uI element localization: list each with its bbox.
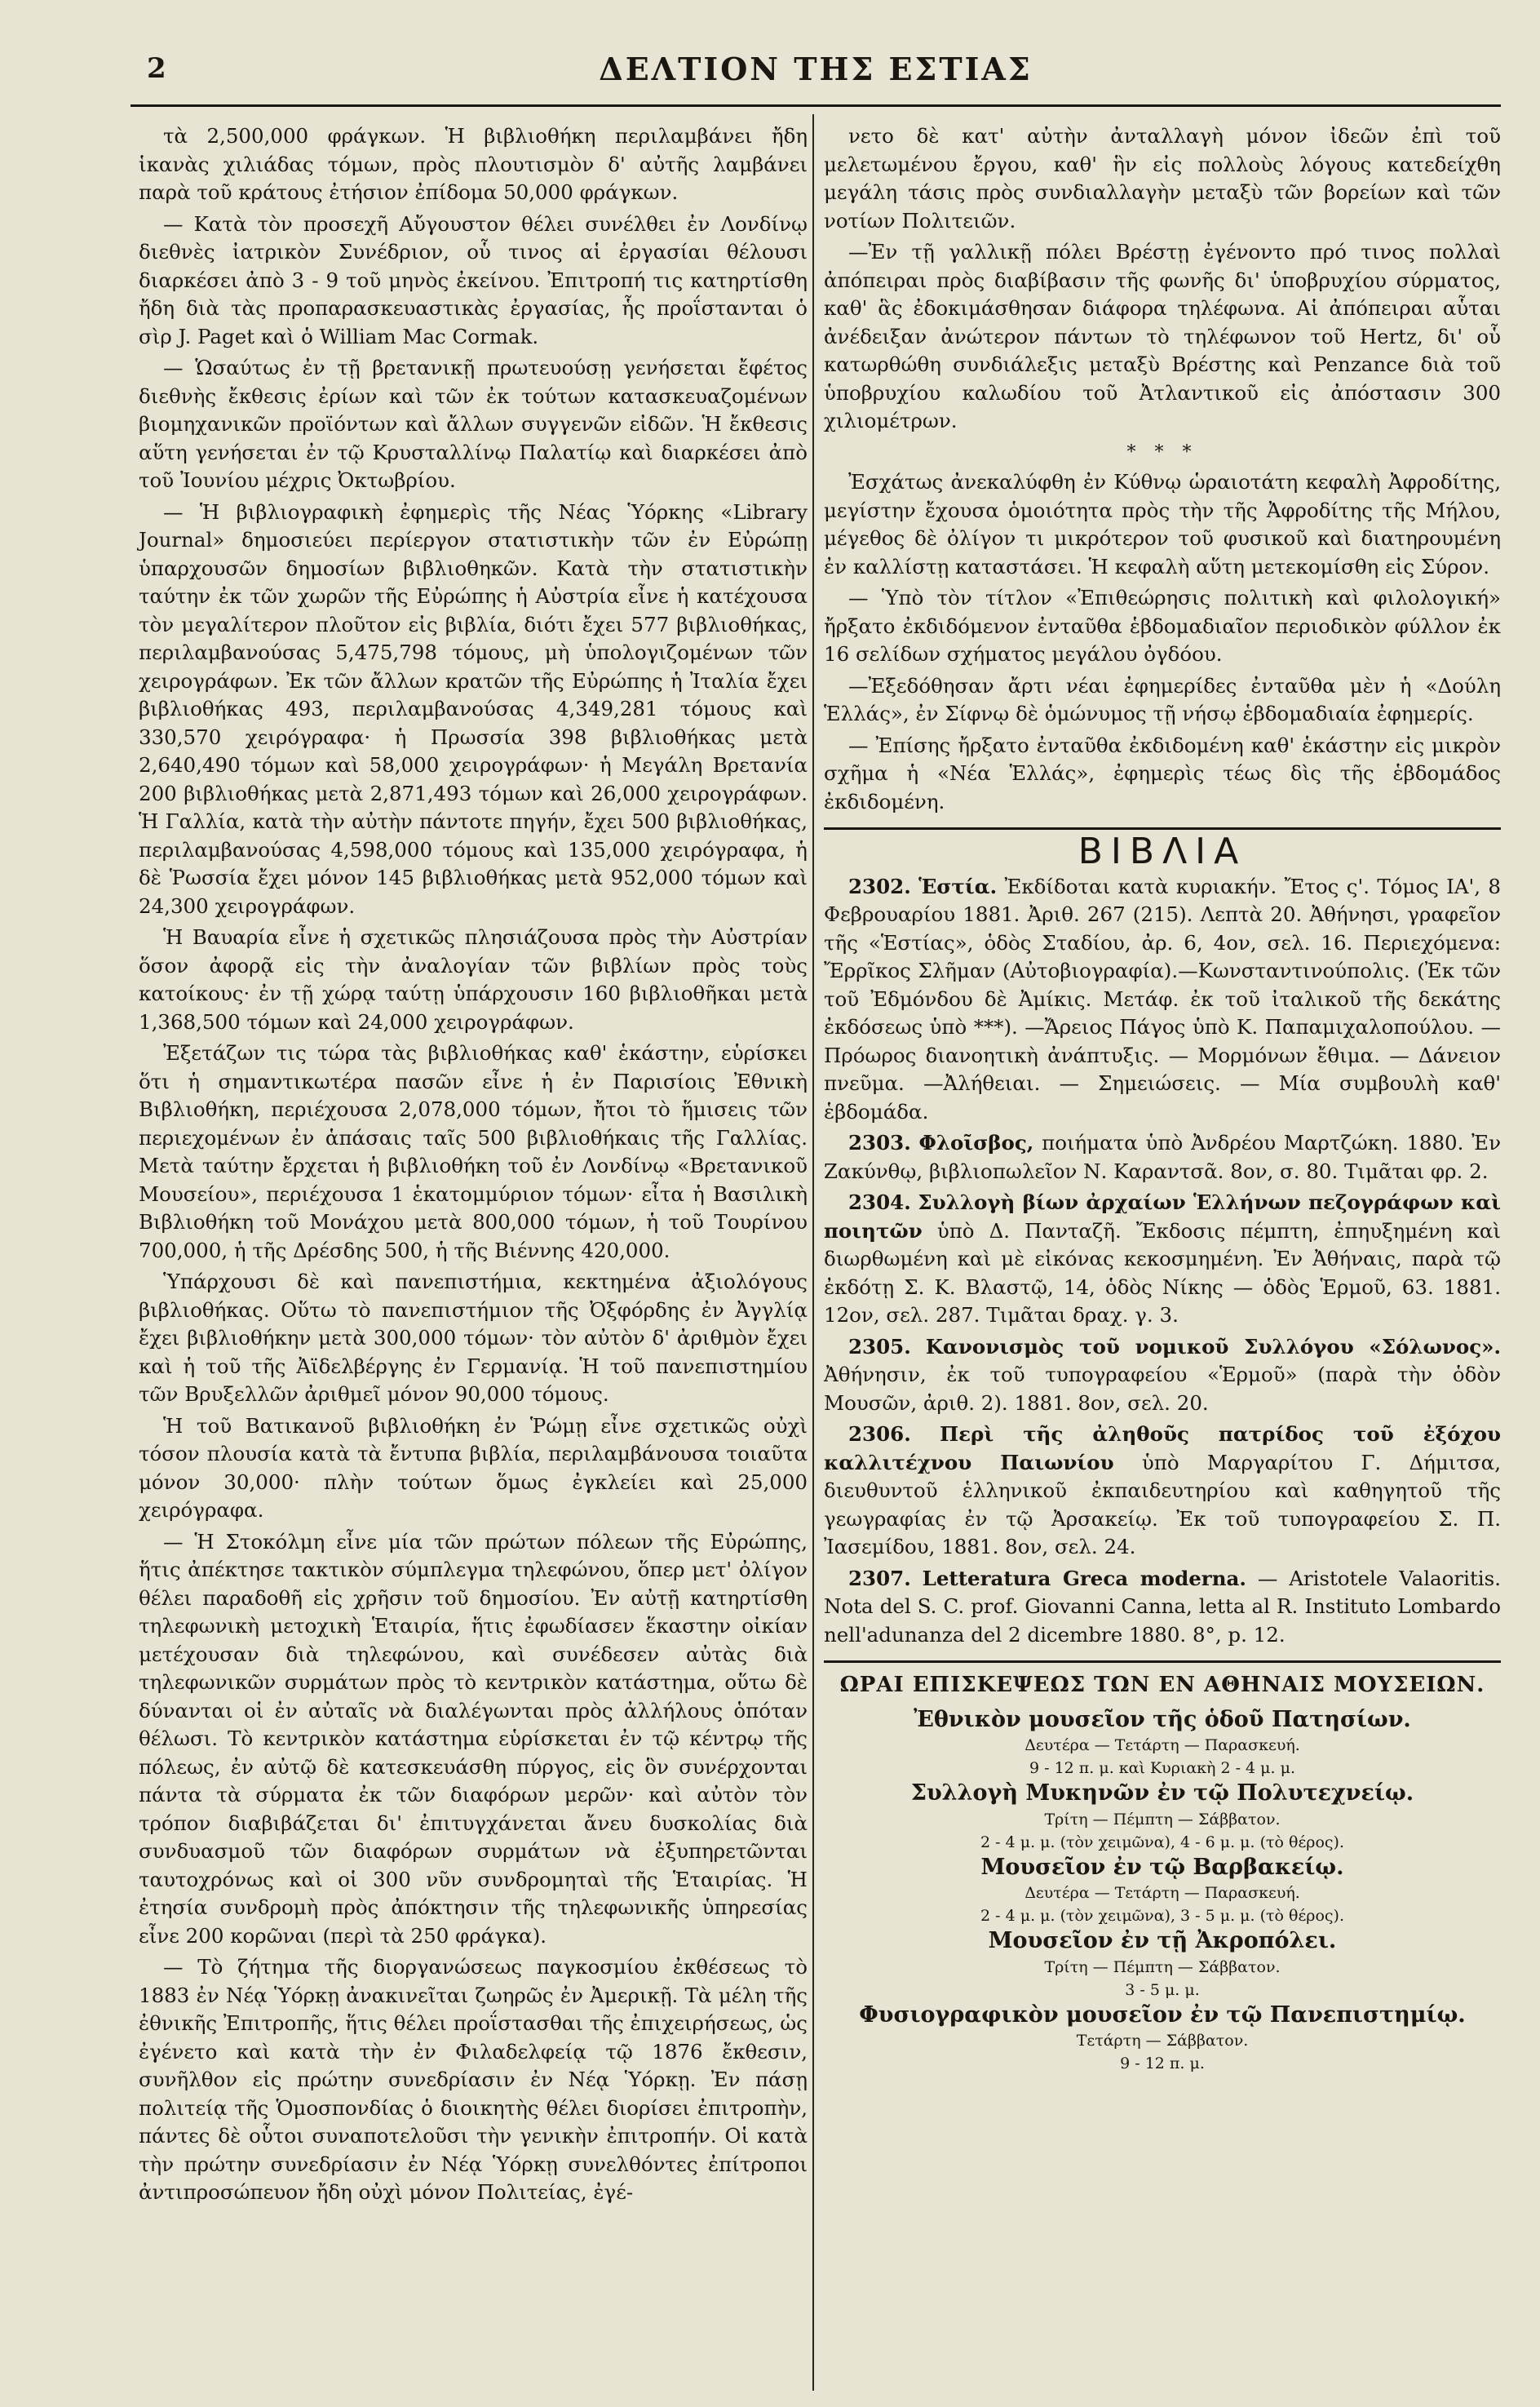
book-text: Ἐκδίδοται κατὰ κυριακήν. Ἔτος ς'. Τόμος ΙΑ', 8 Φεβρουαρίου 1881. Ἀριθ. 267 (215). Λεπτὰ 20. Ἀθήνησι, γραφεῖον τῆς «Ἑστίας», ὁδὸς Σταδίου, ἀρ. 6, 4ον, σελ. 16. Περιεχόμενα: Ἔρρῖκος Σλῆμαν (Αὐτοβιογραφία).—Κωνσταντινούπολις. (Ἐκ τῶν τοῦ Ἐδμόνδου δὲ Ἀμίκις. Μετάφ. ἐκ τοῦ ἰταλικοῦ τῆς δεκάτης ἐκδόσεως ὑπὸ ***). —Ἄρειος Πάγος ὑπὸ Κ. Παπαμιχαλοπούλου. — Πρόωρος διανοητικὴ ἀνάπτυξις. — Μορμόνων ἔθιμα. — Δάνειον πνεῦμα. —Ἀλήθειαι. — Σημειώσεις. — Μία συμβουλὴ καθ' ἑβδομάδα.: [824, 874, 1501, 1124]
section-rule: [824, 827, 1501, 830]
book-number: 2306.: [848, 1422, 911, 1446]
page-header: [131, 51, 1501, 100]
museum-days: Τρίτη — Πέμπτη — Σάββατον.: [1044, 1957, 1281, 1976]
museum-hours: 9 - 12 π. μ.: [1120, 2055, 1205, 2072]
article-paragraph: Ἐσχάτως ἀνεκαλύφθη ἐν Κύθνῳ ὡραιοτάτη κεφαλὴ Ἀφροδίτης, μεγίστην ἔχουσα ὁμοιότητα πρὸς τὴν τῆς Ἀφροδίτης τῆς Μήλου, μέγεθος δὲ ὀλίγον τι μικρότερον τοῦ φυσικοῦ καὶ διατηρουμένη ἐν καλλίστῃ καταστάσει. Ἡ κεφαλὴ αὕτη μετεκομίσθη εἰς Σύρον.: [824, 470, 1501, 578]
running-title: ΔΕΛΤΙΟΝ ΤΗΣ ΕΣΤΙΑΣ: [599, 51, 1033, 87]
book-title: Φλοῖσβος,: [918, 1131, 1034, 1155]
book-title: Letteratura Greca moderna.: [922, 1566, 1246, 1590]
article-paragraph: — Ἡ βιβλιογραφικὴ ἐφημερὶς τῆς Νέας Ὑόρκης «Library Journal» δημοσιεύει περίεργον στατιστικὴν τῶν ἐν Εὐρώπῃ ὑπαρχουσῶν δημοσίων βιβλιοθηκῶν. Κατὰ τὴν στατιστικὴν ταύτην ἐκ τῶν χωρῶν τῆς Εὐρώπης ἡ Αὐστρία εἶνε ἡ κατέχουσα τὸν μεγαλίτερον πλοῦτον εἰς βιβλία, διότι ἔχει 577 βιβλιοθήκας, περιλαμβανούσας 5,475,798 τόμους, μὴ ὑπολογιζομένων τῶν χειρογράφων. Ἐκ τῶν ἄλλων κρατῶν τῆς Εὐρώπης ἡ Ἰταλία ἔχει βιβλιοθήκας 493, περιλαμβανούσας 4,349,281 τόμους καὶ 330,570 χειρόγραφα· ἡ Πρωσσία 398 βιβλιοθήκας μετὰ 2,640,490 τόμων καὶ 58,000 χειρογράφων· ἡ Μεγάλη Βρετανία 200 βιβλιοθήκας μετὰ 2,871,493 τόμων καὶ 26,000 χειρογράφων. Ἡ Γαλλία, κατὰ τὴν αὐτὴν πάντοτε πηγήν, ἔχει 500 βιβλιοθήκας, περιλαμβανούσας 4,598,000 τόμους καὶ 135,000 χειρόγραφα, ἡ δὲ Ῥωσσία ἔχει μόνον 145 βιβλιοθήκας μετὰ 952,000 τόμων καὶ 24,300 χειρογράφων.: [139, 499, 808, 918]
book-text: — Aristotele Valaoritis. Nota del S. C. prof. Giovanni Canna, letta al R. Instituto Lombardo nell'adunanza del 2 dicembre 1880. 8°, p. 12.: [824, 1566, 1502, 1647]
museum-hours: 2 - 4 μ. μ. (τὸν χειμῶνα), 4 - 6 μ. μ. (τὸ θέρος).: [980, 1833, 1344, 1851]
article-paragraph: Ἡ τοῦ Βατικανοῦ βιβλιοθήκη ἐν Ῥώμῃ εἶνε σχετικῶς οὐχὶ τόσον πλουσία κατὰ τὰ ἔντυπα βιβλία, περιλαμβάνουσα τοιαῦτα μόνον 30,000· πλὴν τούτων ὅμως ἐγκλείει καὶ 25,000 χειρόγραφα.: [139, 1413, 808, 1522]
museum-name: Μουσεῖον ἐν τῇ Ἀκροπόλει.: [988, 1928, 1337, 1953]
book-text: ποιήματα ὑπὸ Ἀνδρέου Μαρτζώκη. 1880. Ἐν Ζακύνθῳ, βιβλιοπωλεῖον Ν. Καραντσᾶ. 8ον, σ. 80. Τιμᾶται φρ. 2.: [824, 1131, 1501, 1183]
article-paragraph: — Κατὰ τὸν προσεχῆ Αὔγουστον θέλει συνέλθει ἐν Λονδίνῳ διεθνὲς ἰατρικὸν Συνέδριον, οὗ τινος αἱ ἐργασίαι θέλουσι διαρκέσει ἀπὸ 3 - 9 τοῦ μηνὸς ἐκείνου. Ἐπιτροπή τις κατηρτίσθη ἤδη διὰ τὰς προπαρασκευαστικὰς ἐργασίας, ἧς προΐστανται ὁ σὶρ J. Paget καὶ ὁ William Mac Cormak.: [139, 211, 808, 348]
article-paragraph: —Ἐξεδόθησαν ἄρτι νέαι ἐφημερίδες ἐνταῦθα μὲν ἡ «Δούλη Ἑλλάς», ἐν Σίφνῳ δὲ ὁμώνυμος τῇ νήσῳ ἑβδομαδιαία ἐφημερίς.: [824, 673, 1501, 725]
article-paragraph: τὰ 2,500,000 φράγκων. Ἡ βιβλιοθήκη περιλαμβάνει ἤδη ἱκανὰς χιλιάδας τόμων, πρὸς πλουτισμὸν δ' αὐτῆς λαμβάνει παρὰ τοῦ κράτους ἐτήσιον ἐπίδομα 50,000 φράγκων.: [139, 124, 808, 204]
article-paragraph: — Ἐπίσης ἤρξατο ἐνταῦθα ἐκδιδομένη καθ' ἑκάστην εἰς μικρὸν σχῆμα ἡ «Νέα Ἑλλάς», ἐφημερὶς τέως δὶς τῆς ἑβδομάδος ἐκδιδομένη.: [824, 733, 1501, 813]
museum-entry: [824, 1927, 1501, 2001]
book-entry: [824, 873, 1501, 1127]
book-text: Ἀθήνησιν, ἐκ τοῦ τυπογραφείου «Ἑρμοῦ» (παρὰ τὴν ὁδὸν Μουσῶν, ἀριθ. 2). 1881. 8ον, σελ. 20.: [824, 1363, 1501, 1415]
article-paragraph: Ἐξετάζων τις τώρα τὰς βιβλιοθήκας καθ' ἑκάστην, εὑρίσκει ὅτι ἡ σημαντικωτέρα πασῶν εἶνε ἡ ἐν Παρισίοις Ἐθνικὴ Βιβλιοθήκη, περιέχουσα 2,078,000 τόμων, ἤτοι τὸ ἥμισεις τῶν περιεχομένων ἐν ἁπάσαις ταῖς 500 βιβλιοθήκαις τῆς Γαλλίας. Μετὰ ταύτην ἔρχεται ἡ βιβλιοθήκη τοῦ ἐν Λονδίνῳ «Βρετανικοῦ Μουσείου», περιέχουσα 1 ἑκατομμύριον τόμων· εἶτα ἡ Βασιλικὴ Βιβλιοθήκη τοῦ Μονάχου μετὰ 800,000 τόμων, ἡ τοῦ Τουρίνου 700,000, ἡ τῆς Δρέσδης 500, ἡ τῆς Βιέννης 420,000.: [139, 1041, 808, 1262]
museum-days: Τετάρτη — Σάββατον.: [1076, 2032, 1249, 2050]
book-entry: [824, 1421, 1501, 1562]
books-heading: ΒΙΒΛΙΑ: [1078, 831, 1247, 872]
museum-entry: [824, 1780, 1501, 1854]
article-paragraph: Ὑπάρχουσι δὲ καὶ πανεπιστήμια, κεκτημένα ἀξιολόγους βιβλιοθήκας. Οὕτω τὸ πανεπιστήμιον τῆς Ὀξφόρδης ἐν Ἀγγλίᾳ ἔχει βιβλιοθήκην μετὰ 300,000 τόμων· τὸν αὐτὸν δ' ἀριθμὸν ἔχει καὶ ἡ τοῦ τῆς Ἀϊδελβέργης ἐν Γερμανίᾳ. Ἡ τοῦ πανεπιστημίου τῶν Βρυξελλῶν ἀριθμεῖ μόνον 90,000 τόμους.: [139, 1270, 808, 1406]
article-paragraph: —Ἐν τῇ γαλλικῇ πόλει Βρέστῃ ἐγένοντο πρό τινος πολλαὶ ἀπόπειραι πρὸς διαβίβασιν τῆς φωνῆς δι' ὑποβρυχίου σύρματος, καθ' ἃς ἐδοκιμάσθησαν διάφορα τηλέφωνα. Αἱ ἀπόπειραι αὗται ἀνέδειξαν ἀνώτερον πάντων τὸ τηλέφωνον τοῦ Hertz, δι' οὗ κατωρθώθη συνδιάλεξις μεταξὺ Βρέστης καὶ Penzance διὰ τοῦ ὑποβρυχίου καλωδίου τοῦ Ἀτλαντικοῦ εἰς ἀπόστασιν 300 χιλιομέτρων.: [824, 240, 1501, 432]
museum-name: Φυσιογραφικὸν μουσεῖον ἐν τῷ Πανεπιστημίῳ.: [859, 2001, 1466, 2028]
article-paragraph: — Ὑπὸ τὸν τίτλον «Ἐπιθεώρησις πολιτικὴ καὶ φιλολογική» ἤρξατο ἐκδιδόμενον ἐνταῦθα ἑβδομαδιαῖον περιοδικὸν φύλλον ἐκ 16 σελίδων σχήματος μεγάλου ὀγδόου.: [824, 586, 1501, 666]
museum-hours: 2 - 4 μ. μ. (τὸν χειμῶνα), 3 - 5 μ. μ. (τὸ θέρος).: [980, 1907, 1344, 1925]
museum-hours: 3 - 5 μ. μ.: [1125, 1980, 1200, 1999]
museum-hours: 9 - 12 π. μ. καὶ Κυριακὴ 2 - 4 μ. μ.: [1029, 1759, 1295, 1777]
book-number: 2305.: [848, 1334, 911, 1359]
right-column: [824, 122, 1501, 2075]
book-text: ὑπὸ Δ. Πανταζῆ. Ἔκδοσις πέμπτη, ἐπηυξημένη καὶ διωρθωμένη καὶ μὲ εἰκόνας κεκοσμημένη. Ἐν Ἀθήναις, παρὰ τῷ ἐκδότῃ Σ. Κ. Βλαστῷ, 14, ὁδὸς Νίκης — ὁδὸς Ἑρμοῦ, 63. 1881. 12ον, σελ. 287. Τιμᾶται δραχ. γ. 3.: [824, 1218, 1501, 1327]
book-entry: [824, 1565, 1501, 1650]
header-rule: [131, 104, 1501, 107]
museums-heading: ΩΡΑΙ ΕΠΙΣΚΕΨΕΩΣ ΤΩΝ ΕΝ ΑΘΗΝΑΙΣ ΜΟΥΣΕΙΩΝ.: [839, 1673, 1485, 1697]
book-title: Συλλογὴ βίων ἀρχαίων Ἑλλήνων πεζογράφων καὶ ποιητῶν: [824, 1190, 1501, 1243]
article-paragraph: νετο δὲ κατ' αὐτὴν ἀνταλλαγὴ μόνον ἰδεῶν ἐπὶ τοῦ μελετωμένου ἔργου, καθ' ἣν εἰς πολλοὺς λόγους κατεδείχθη μεγάλη τάσις πρὸς συνδιαλλαγὴν μεταξὺ τῶν βορείων καὶ τῶν νοτίων Πολιτειῶν.: [824, 124, 1501, 233]
museum-name: Συλλογὴ Μυκηνῶν ἐν τῷ Πολυτεχνείῳ.: [910, 1780, 1414, 1806]
museum-days: Δευτέρα — Τετάρτη — Παρασκευή.: [1024, 1736, 1300, 1754]
section-rule: [824, 1660, 1501, 1663]
museum-entry: [824, 1854, 1501, 1928]
left-column: [139, 122, 808, 2210]
museum-name: Μουσεῖον ἐν τῷ Βαρβακείῳ.: [980, 1854, 1344, 1880]
book-number: 2302.: [848, 874, 911, 898]
article-paragraph: Ἡ Βαυαρία εἶνε ἡ σχετικῶς πλησιάζουσα πρὸς τὴν Αὐστρίαν ὅσον ἀφορᾷ εἰς τὴν ἀναλογίαν τῶν βιβλίων πρὸς τοὺς κατοίκους· ἐν τῇ χώρᾳ ταύτῃ ὑπάρχουσιν 160 βιβλιοθῆκαι μετὰ 1,368,500 τόμων καὶ 24,000 χειρογράφων.: [139, 925, 808, 1034]
book-number: 2307.: [848, 1566, 911, 1590]
book-entry: [824, 1129, 1501, 1186]
section-stars: * * *: [1126, 441, 1198, 463]
book-number: 2303.: [848, 1131, 911, 1155]
column-divider: [812, 114, 814, 2391]
museum-name: Ἐθνικὸν μουσεῖον τῆς ὁδοῦ Πατησίων.: [914, 1706, 1411, 1732]
book-title: Περὶ τῆς ἀληθοῦς πατρίδος τοῦ ἐξόχου καλλιτέχνου Παιωνίου: [824, 1422, 1501, 1474]
book-number: 2304.: [848, 1190, 911, 1214]
museum-days: Τρίτη — Πέμπτη — Σάββατον.: [1044, 1810, 1281, 1829]
book-entry: [824, 1189, 1501, 1330]
book-entry: [824, 1333, 1501, 1418]
museum-entry: [824, 2001, 1501, 2076]
book-text: ὑπὸ Μαργαρίτου Γ. Δήμιτσα, διευθυντοῦ ἑλληνικοῦ ἐκπαιδευτηρίου καὶ καθηγητοῦ τῆς γεωγραφίας ἐν τῷ Ἀρσακείῳ. Ἐκ τοῦ τυπογραφείου Σ. Π. Ἰασεμίδου, 1881. 8ον, σελ. 24.: [824, 1450, 1501, 1558]
museum-entry: [824, 1706, 1501, 1780]
museum-days: Δευτέρα — Τετάρτη — Παρασκευή.: [1024, 1884, 1300, 1902]
article-paragraph: — Τὸ ζήτημα τῆς διοργανώσεως παγκοσμίου ἐκθέσεως τὸ 1883 ἐν Νέᾳ Ὑόρκῃ ἀνακινεῖται ζωηρῶς ἐν Ἀμερικῇ. Τὰ μέλη τῆς ἐθνικῆς Ἐπιτροπῆς, ἥτις θέλει προΐστασθαι τῆς ἐπιχειρήσεως, ὡς ἐγένετο καὶ κατὰ τὴν ἐν Φιλαδελφείᾳ τῷ 1876 ἔκθεσιν, συνῆλθον εἰς πρώτην συνεδρίασιν ἐν Νέᾳ Ὑόρκῃ. Ἐν πάσῃ πολιτείᾳ τῆς Ὁμοσπονδίας ὁ διοικητὴς θέλει διορίσει ἐπιτροπὴν, πάντες δὲ οὗτοι συναποτελοῦσι τὴν γενικὴν ἐπιτροπήν. Οἱ κατὰ τὴν πρώτην συνεδρίασιν ἐν Νέᾳ Ὑόρκῃ συνελθόντες ἐπίτροποι ἀντιπροσώπευον ἤδη οὐχὶ μόνον Πολιτείας, ἐγέ-: [139, 1955, 808, 2204]
article-paragraph: — Ἡ Στοκόλμη εἶνε μία τῶν πρώτων πόλεων τῆς Εὐρώπης, ἥτις ἀπέκτησε τακτικὸν σύμπλεγμα τηλεφώνου, ὅπερ μετ' ὀλίγον θέλει παραδοθῆ εἰς χρῆσιν τοῦ δημοσίου. Ἐν αὐτῇ κατηρτίσθη τηλεφωνικὴ μετοχικὴ Ἑταιρία, ἥτις ἐφωδίασεν ἕκαστην οἰκίαν μετέχουσαν διὰ τηλεφώνου, καὶ συνέδεσεν αὐτὰς διὰ τηλεφωνικῶν συρμάτων πρὸς τὸ κεντρικὸν κατάστημα, οὕτω δὲ δύνανται οἱ ἐν αὐταῖς νὰ διαλέγωνται πρὸς ἀλλήλους ὁπόταν θέλωσι. Τὸ κεντρικὸν κατάστημα εὑρίσκεται ἐν τῷ κέντρῳ τῆς πόλεως, ἐν αὐτῷ δὲ κατεσκευάσθη πύργος, εἰς ὃν συνέρχονται πάντα τὰ σύρματα ἐκ τῶν διαφόρων μερῶν· καὶ αὐτὸν τὸν τρόπον διαβιβάζεται δι' ἐπιτυγχάνεται ἄνευ δυσκολίας διὰ συνδυασμοῦ τῶν διαφόρων συρμάτων νὰ ἐξυπηρετῶνται ταυτοχρόνως καὶ οἱ 300 νῦν συνδρομηταὶ τῆς Ἑταιρίας. Ἡ ἐτησία συνδρομὴ πρὸς ἀπόκτησιν τῆς τηλεφωνικῆς ὑπηρεσίας εἶνε 200 κορῶναι (περὶ τὰ 250 φράγκα).: [139, 1529, 808, 1948]
book-title: Κανονισμὸς τοῦ νομικοῦ Συλλόγου «Σόλωνος».: [925, 1334, 1501, 1359]
page-number: 2: [147, 52, 166, 85]
book-title: Ἑστία.: [918, 874, 998, 898]
article-paragraph: — Ὡσαύτως ἐν τῇ βρετανικῇ πρωτευούσῃ γενήσεται ἔφέτος διεθνὴς ἔκθεσις ἐρίων καὶ τῶν ἐκ τούτων κατασκευαζομένων βιομηχανικῶν προϊόντων καὶ ἄλλων συγγενῶν εἰδῶν. Ἡ ἔκθεσις αὕτη γενήσεται ἐν τῷ Κρυσταλλίνῳ Παλατίῳ καὶ διαρκέσει ἀπὸ τοῦ Ἰουνίου μέχρις Ὀκτωβρίου.: [139, 356, 808, 492]
